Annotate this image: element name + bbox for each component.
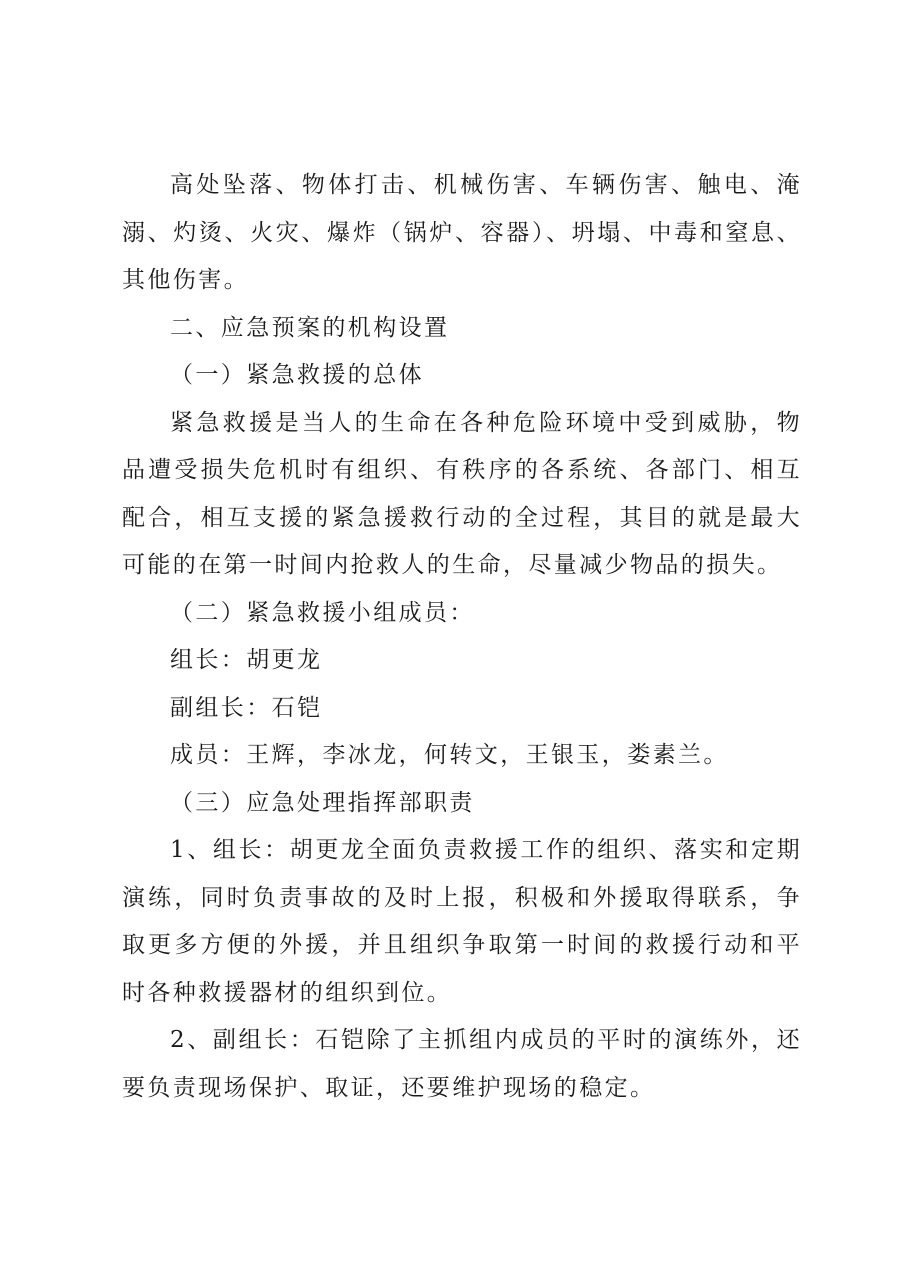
- heading-organization: 二、应急预案的机构设置: [170, 314, 450, 341]
- paragraph-rescue-definition: 紧急救援是当人的生命在各种危险环境中受到威胁，物品遭受损失危机时有组织、有秩序的各系统、各部门、相互配合，相互支援的紧急援救行动的全过程，其目的就是最大可能的在第一时间内抢救人的生命，尽量减少物品的损失。: [122, 409, 802, 578]
- subheading-command-duties: （三）应急处理指挥部职责: [170, 789, 475, 816]
- subheading-rescue-team: （二）紧急救援小组成员：: [170, 599, 475, 626]
- paragraph-deputy-duties: 2、副组长：石铠除了主抓组内成员的平时的演练外，还要负责现场保护、取证，还要维护现场的稳定。: [122, 1027, 802, 1101]
- paragraph-injury-types: 高处坠落、物体打击、机械伤害、车辆伤害、触电、淹溺、灼烫、火灾、爆炸（锅炉、容器）、坍塌、中毒和窒息、其他伤害。: [122, 172, 802, 293]
- team-leader: 组长：胡更龙: [170, 647, 323, 673]
- document-page: [122, 162, 802, 1112]
- paragraph-leader-duties: 1、组长：胡更龙全面负责救援工作的组织、落实和定期演练，同时负责事故的及时上报，积极和外援取得联系，争取更多方便的外援，并且组织争取第一时间的救援行动和平时各种救援器材的组织到位。: [122, 837, 802, 1006]
- team-members: 成员：王辉，李冰龙，何转文，王银玉，娄素兰。: [170, 742, 729, 768]
- subheading-rescue-overview: （一）紧急救援的总体: [170, 362, 424, 388]
- team-deputy-leader: 副组长：石铠: [170, 694, 323, 721]
